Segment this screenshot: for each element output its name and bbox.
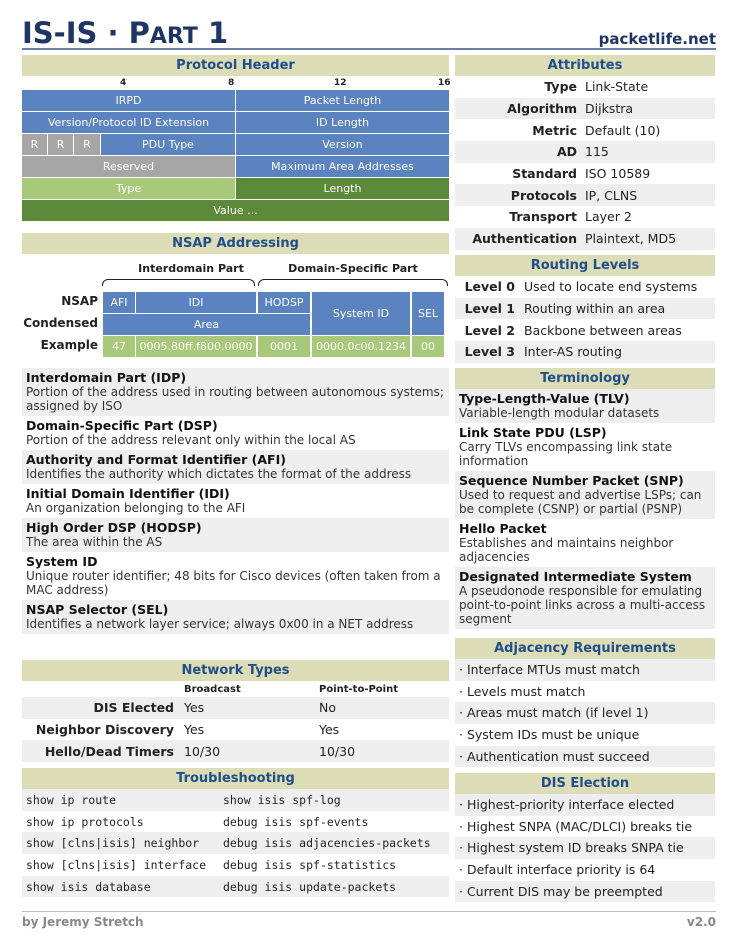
attribute-key: Type [544, 79, 577, 95]
header-field: Version/Protocol ID Extension [22, 112, 235, 133]
definition-desc: Unique router identifier; 48 bits for Cisco devices (often taken from a MAC address) [26, 569, 441, 597]
definition-term: NSAP Selector (SEL) [26, 602, 169, 617]
attribute-row [455, 98, 715, 120]
term-item [455, 423, 715, 471]
p2p-value: No [319, 700, 336, 716]
header-field: Value ... [22, 200, 449, 221]
terminology-section [455, 368, 715, 629]
bit-number: 16 [438, 78, 451, 88]
attribute-value: Dijkstra [585, 101, 634, 117]
header-field: R [74, 134, 100, 155]
definition-item [22, 600, 449, 634]
header-field: Type [22, 178, 235, 199]
command: show isis spf-log [223, 792, 341, 807]
troubleshooting-title: Troubleshooting [22, 768, 449, 789]
command: show ip protocols [26, 814, 144, 829]
header-field: Maximum Area Addresses [236, 156, 449, 177]
attributes-title: Attributes [455, 55, 715, 76]
example-afi: 47 [103, 336, 135, 357]
header-field: IRPD [22, 90, 235, 111]
term-desc: Variable-length modular datasets [459, 406, 660, 420]
header-row [22, 200, 449, 221]
attribute-key: AD [556, 144, 577, 160]
broadcast-value: Yes [184, 700, 205, 716]
example-system-id: 0000.0c00.1234 [312, 336, 410, 357]
term-desc: A pseudonode responsible for emulating point-to-point links across a multi-access segment [459, 584, 706, 626]
definition-term: Interdomain Part (IDP) [26, 370, 187, 385]
domain-specific-label: Domain-Specific Part [288, 262, 418, 275]
header-row [22, 156, 449, 177]
title-main: IS-IS · P [22, 16, 150, 50]
attribute-row [455, 184, 715, 206]
network-types-title: Network Types [22, 660, 449, 681]
term-name: Hello Packet [459, 521, 547, 536]
level-value: Backbone between areas [524, 322, 682, 338]
attribute-row [455, 76, 715, 98]
author-credit: by Jeremy Stretch [22, 915, 144, 929]
definition-term: High Order DSP (HODSP) [26, 520, 202, 535]
system-id-field: System ID [312, 292, 410, 335]
level-value: Routing within an area [524, 301, 666, 317]
level-key: Level 1 [464, 301, 515, 317]
nsap-row-label: NSAP [61, 294, 98, 308]
header-field: R [48, 134, 73, 155]
definition-desc: An organization belonging to the AFI [26, 501, 246, 515]
level-row [455, 298, 715, 320]
command-row [22, 876, 449, 898]
attribute-key: Metric [532, 122, 577, 138]
attributes-section [455, 55, 715, 250]
term-desc: Establishes and maintains neighbor adjacencies [459, 536, 674, 564]
table-row [22, 719, 449, 741]
level-row [455, 276, 715, 298]
header-field: Version [236, 134, 449, 155]
attribute-value: Link-State [585, 79, 649, 95]
term-item [455, 519, 715, 567]
definition-item [22, 518, 449, 552]
level-key: Level 3 [464, 344, 515, 360]
list-item: · Highest SNPA (MAC/DLCI) breaks tie [459, 818, 693, 834]
command: debug isis spf-events [223, 814, 369, 829]
definition-item [22, 450, 449, 484]
nsap-title: NSAP Addressing [22, 233, 449, 254]
adjacency-title: Adjacency Requirements [455, 638, 715, 659]
example-row-label: Example [40, 338, 98, 352]
interdomain-brace [102, 279, 255, 286]
attribute-key: Transport [509, 209, 577, 225]
attribute-row [455, 206, 715, 228]
term-name: Type-Length-Value (TLV) [459, 391, 630, 406]
command: show ip route [26, 792, 117, 807]
level-row [455, 341, 715, 363]
definition-desc: The area within the AS [26, 535, 163, 549]
title-smallcaps: ART [149, 24, 198, 49]
bit-number: 8 [228, 78, 235, 88]
definition-desc: Portion of the address relevant only within the local AS [26, 433, 356, 447]
term-name: Sequence Number Packet (SNP) [459, 473, 684, 488]
nsap-definitions [22, 368, 449, 634]
version-label: v2.0 [686, 915, 716, 929]
definition-desc: Portion of the address used in routing between autonomous systems; assigned by ISO [26, 385, 444, 413]
term-desc: Used to request and advertise LSPs; can be complete (CSNP) or partial (PSNP) [459, 488, 702, 516]
header-field: Reserved [22, 156, 235, 177]
definition-term: Domain-Specific Part (DSP) [26, 418, 218, 433]
command: debug isis adjacencies-packets [223, 836, 431, 851]
header-field: Length [236, 178, 449, 199]
network-types-section [22, 660, 449, 762]
command: show [clns|isis] interface [26, 857, 207, 872]
routing-levels-title: Routing Levels [455, 255, 715, 276]
example-hodsp: 0001 [258, 336, 310, 357]
term-desc: Carry TLVs encompassing link state information [459, 440, 673, 468]
header-row [22, 90, 449, 111]
attribute-row [455, 119, 715, 141]
adjacency-section [455, 638, 715, 767]
term-item [455, 389, 715, 423]
command-row [22, 811, 449, 833]
level-row [455, 319, 715, 341]
protocol-header-section [22, 55, 449, 222]
command-row [22, 854, 449, 876]
network-types-header [22, 681, 449, 697]
protocol-header-title: Protocol Header [22, 55, 449, 76]
definition-term: System ID [26, 554, 98, 569]
list-item: · System IDs must be unique [459, 727, 640, 743]
list-item: · Levels must match [459, 683, 586, 699]
attribute-row [455, 163, 715, 185]
interdomain-label: Interdomain Part [138, 262, 244, 275]
p2p-value: Yes [319, 722, 340, 738]
table-row [22, 697, 449, 719]
nsap-diagram [22, 254, 449, 374]
list-item: · Interface MTUs must match [455, 659, 715, 681]
list-item: · Authentication must succeed [455, 746, 715, 768]
header-field: Packet Length [236, 90, 449, 111]
header-field: PDU Type [101, 134, 235, 155]
afi-field: AFI [103, 292, 135, 313]
list-item: · Default interface priority is 64 [459, 862, 656, 878]
attribute-value: IP, CLNS [585, 187, 638, 203]
term-item [455, 567, 715, 629]
definition-term: Initial Domain Identifier (IDI) [26, 486, 230, 501]
idi-field: IDI [136, 292, 256, 313]
dis-election-title: DIS Election [455, 773, 715, 794]
definition-desc: Identifies a network layer service; always 0x00 in a NET address [26, 617, 414, 631]
term-name: Link State PDU (LSP) [459, 425, 607, 440]
nsap-section [22, 233, 449, 374]
page-header [22, 10, 716, 50]
definition-item [22, 552, 449, 600]
area-field: Area [103, 314, 310, 335]
dis-election-section [455, 773, 715, 902]
sel-field: SEL [412, 292, 444, 335]
site-name: packetlife.net [598, 30, 716, 48]
command: debug isis spf-statistics [223, 857, 397, 872]
command: show [clns|isis] neighbor [26, 836, 200, 851]
broadcast-value: Yes [184, 722, 205, 738]
troubleshooting-section [22, 768, 449, 897]
condensed-row-label: Condensed [23, 316, 98, 330]
command-row [22, 789, 449, 811]
example-sel: 00 [412, 336, 444, 357]
definition-desc: Identifies the authority which dictates the format of the address [26, 467, 412, 481]
header-field: R [22, 134, 47, 155]
page-title [22, 16, 228, 50]
level-value: Inter-AS routing [524, 344, 622, 360]
broadcast-value: 10/30 [184, 743, 221, 759]
attribute-key: Algorithm [507, 101, 577, 117]
header-row [22, 178, 449, 199]
definition-item [22, 368, 449, 416]
definition-item [22, 484, 449, 518]
attribute-value: Layer 2 [585, 209, 632, 225]
list-item: · Highest system ID breaks SNPA tie [455, 837, 715, 859]
bit-numbers [22, 76, 449, 90]
page-footer [22, 911, 716, 935]
bit-number: 4 [120, 78, 127, 88]
level-key: Level 2 [464, 322, 515, 338]
header-row [22, 112, 449, 133]
attribute-value: Plaintext, MD5 [585, 231, 677, 247]
p2p-value: 10/30 [319, 743, 356, 759]
attribute-value: ISO 10589 [585, 166, 651, 182]
attribute-key: Authentication [472, 231, 577, 247]
command: debug isis update-packets [223, 879, 397, 894]
domain-specific-brace [258, 279, 448, 286]
row-label: Neighbor Discovery [35, 722, 174, 738]
attribute-value: Default (10) [585, 122, 661, 138]
attribute-value: 115 [585, 144, 609, 160]
routing-levels-section [455, 255, 715, 363]
hodsp-field: HODSP [258, 292, 310, 313]
row-label: DIS Elected [93, 700, 174, 716]
level-key: Level 0 [464, 279, 515, 295]
definition-item [22, 416, 449, 450]
bit-number: 12 [334, 78, 347, 88]
attribute-key: Protocols [510, 187, 577, 203]
column-header: Point-to-Point [319, 683, 399, 695]
definition-term: Authority and Format Identifier (AFI) [26, 452, 286, 467]
example-idi: 0005.80ff.f800.0000 [136, 336, 256, 357]
header-field: ID Length [236, 112, 449, 133]
term-item [455, 471, 715, 519]
row-label: Hello/Dead Timers [44, 743, 174, 759]
list-item: · Areas must match (if level 1) [455, 702, 715, 724]
column-header: Broadcast [184, 683, 241, 695]
attribute-row [455, 228, 715, 250]
level-value: Used to locate end systems [524, 279, 698, 295]
command-row [22, 832, 449, 854]
title-number: 1 [197, 16, 229, 50]
command: show isis database [26, 879, 151, 894]
table-row [22, 740, 449, 762]
list-item: · Highest-priority interface elected [455, 794, 715, 816]
term-name: Designated Intermediate System [459, 569, 692, 584]
attribute-key: Standard [512, 166, 577, 182]
list-item: · Current DIS may be preempted [455, 881, 715, 903]
header-row [22, 134, 449, 155]
attribute-row [455, 141, 715, 163]
terminology-title: Terminology [455, 368, 715, 389]
